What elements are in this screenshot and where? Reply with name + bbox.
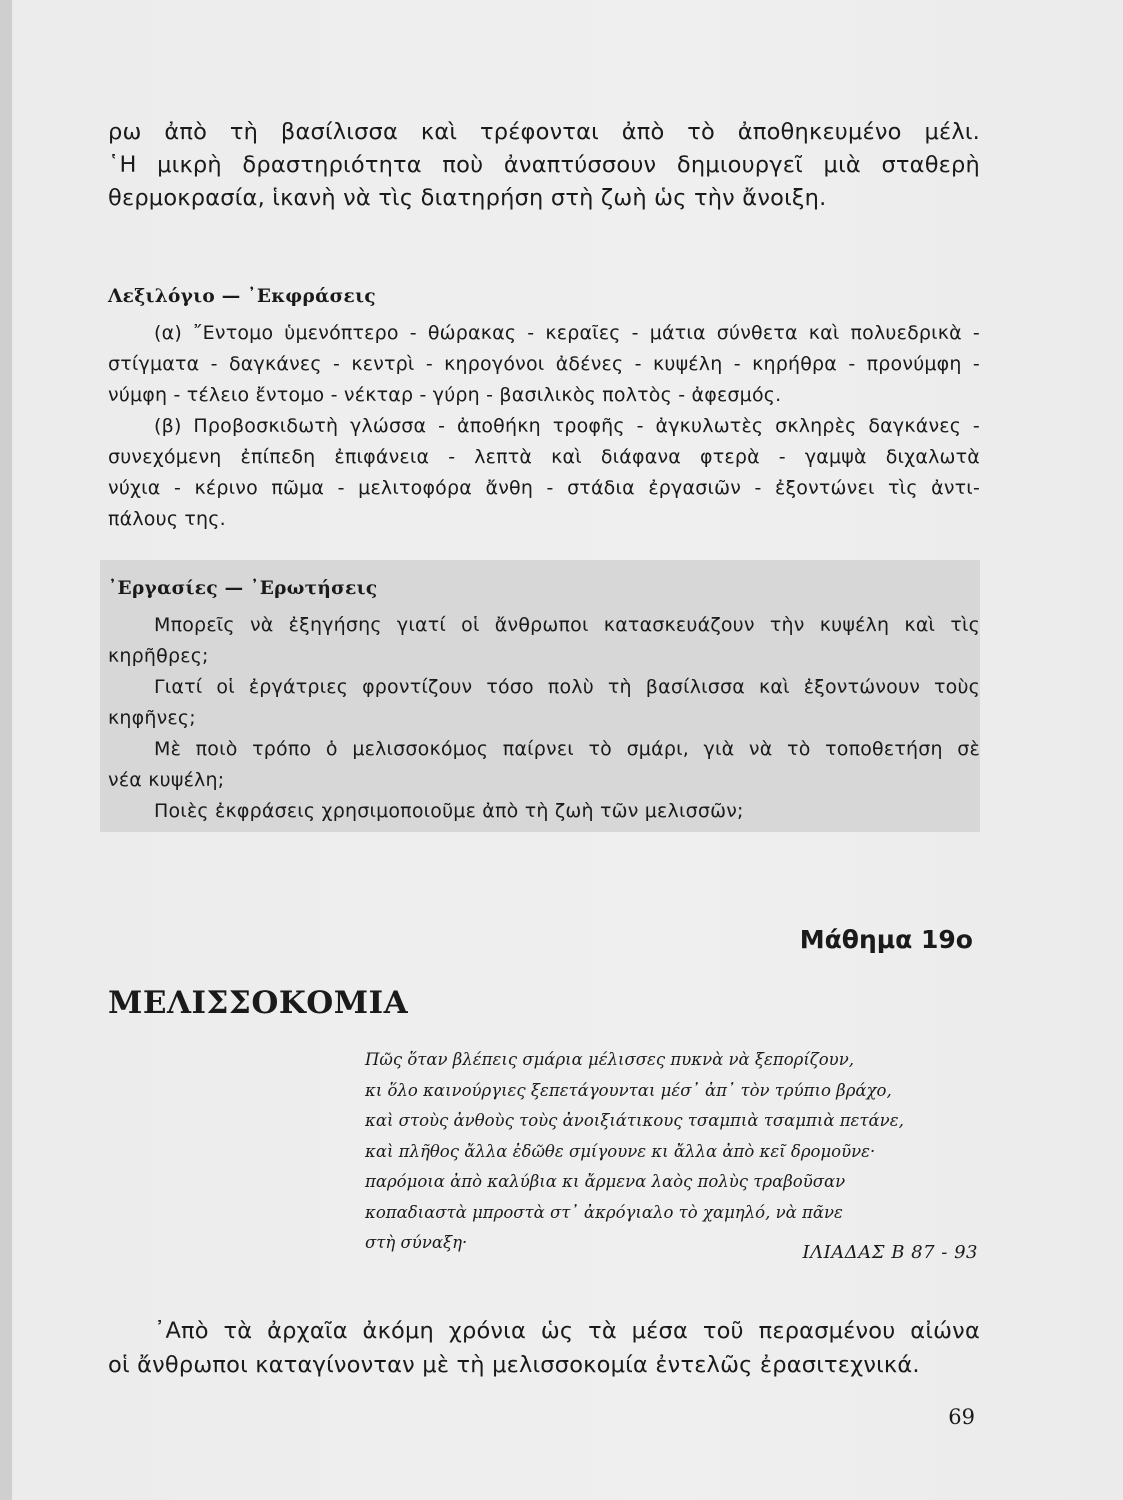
vocab-line: (β) Προβοσκιδωτὴ γλώσσα - ἀποθήκη τροφῆς - ἀγκυλωτὲς σκληρὲς δαγκάνες - (154, 415, 980, 437)
vocab-line: στίγματα - δαγκάνες - κεντρὶ - κηρογόνοι ἀδένες - κυψέλη - κηρήθρα - προνύμφη - (108, 353, 980, 375)
poem-line: καὶ στοὺς ἀνθοὺς τοὺς ἀνοιξιάτικους τσαμπιὰ τσαμπιὰ πετάνε, (365, 1111, 904, 1130)
poem-line: στὴ σύναξη· (365, 1233, 468, 1252)
vocab-section (108, 318, 980, 535)
vocab-line: (α) ῎Εντομο ὑμενόπτερο - θώρακας - κεραῖες - μάτια σύνθετα καὶ πολυεδρικὰ - (154, 322, 980, 344)
question-line: Μπορεῖς νὰ ἐξηγήσης γιατί οἱ ἄνθρωποι κατασκευάζουν τὴν κυψέλη καὶ τὶς (154, 614, 980, 636)
poem-line: κι ὅλο καινούργιες ξεπετάγουνται μέσ᾿ ἀπ᾿ τὸν τρύπιο βράχο, (365, 1080, 892, 1100)
poem-line: καὶ πλῆθος ἄλλα ἐδῶθε σμίγουνε κι ἄλλα ἀπὸ κεῖ δρομοῦνε· (365, 1141, 876, 1161)
question-line: κηφῆνες; (108, 707, 196, 729)
page-title: ΜΕΛΙΣΣΟΚΟΜΙΑ (108, 985, 409, 1021)
vocab-heading: Λεξιλόγιο — ᾿Εκφράσεις (108, 286, 376, 307)
text-line: ᾿Απὸ τὰ ἀρχαῖα ἀκόμη χρόνια ὡς τὰ μέσα τοῦ περασμένου αἰώνα (154, 1318, 980, 1344)
poem-line: Πῶς ὅταν βλέπεις σμάρια μέλισσες πυκνὰ νὰ ξεπορίζουν, (365, 1050, 854, 1069)
text-line: ρω ἀπὸ τὴ βασίλισσα καὶ τρέφονται ἀπὸ τὸ ἀποθηκευμένο μέλι. (108, 119, 980, 145)
exercises-section (108, 610, 980, 827)
vocab-line: συνεχόμενη ἐπίπεδη ἐπιφάνεια - λεπτὰ καὶ διάφανα φτερὰ - γαμψὰ διχαλωτὰ (108, 446, 980, 468)
intro-paragraph (108, 116, 980, 215)
question-line: Μὲ ποιὸ τρόπο ὁ μελισσοκόμος παίρνει τὸ σμάρι, γιὰ νὰ τὸ τοποθετήση σὲ (154, 738, 980, 760)
exercises-heading: ᾿Εργασίες — ᾿Ερωτήσεις (108, 578, 378, 599)
text-line: ῾Η μικρὴ δραστηριότητα ποὺ ἀναπτύσσουν δημιουργεῖ μιὰ σταθερὴ (108, 152, 980, 178)
vocab-line: πάλους της. (108, 508, 226, 530)
question-line: Γιατί οἱ ἐργάτριες φροντίζουν τόσο πολὺ τὴ βασίλισσα καὶ ἐξοντώνουν τοὺς (154, 676, 980, 698)
poem-quote (365, 1045, 965, 1259)
page-number: 69 (948, 1405, 975, 1429)
question-line: κηρῆθρες; (108, 645, 209, 667)
vocab-line: νύμφη - τέλειο ἔντομο - νέκταρ - γύρη - βασιλικὸς πολτὸς - ἀφεσμός. (108, 384, 782, 406)
question-line: Ποιὲς ἐκφράσεις χρησιμοποιοῦμε ἀπὸ τὴ ζωὴ τῶν μελισσῶν; (154, 800, 744, 822)
question-line: νέα κυψέλη; (108, 769, 225, 791)
text-line: οἱ ἄνθρωποι καταγίνονταν μὲ τὴ μελισσοκομία ἐντελῶς ἐρασιτεχνικά. (108, 1352, 920, 1378)
vocab-line: νύχια - κέρινο πῶμα - μελιτοφόρα ἄνθη - στάδια ἐργασιῶν - ἐξοντώνει τὶς ἀντι- (108, 477, 980, 499)
text-line: θερμοκρασία, ἱκανὴ νὰ τὶς διατηρήση στὴ ζωὴ ὡς τὴν ἄνοιξη. (108, 185, 827, 211)
closing-paragraph (108, 1314, 980, 1382)
page-gutter (0, 0, 12, 1500)
poem-line: κοπαδιαστὰ μπροστὰ στ᾿ ἀκρόγιαλο τὸ χαμηλό, νὰ πᾶνε (365, 1202, 843, 1222)
poem-source: ΙΛΙΑΔΑΣ Β 87 - 93 (802, 1242, 978, 1263)
lesson-label: Μάθημα 19ο (799, 925, 973, 954)
poem-line: παρόμοια ἀπὸ καλύβια κι ἄρμενα λαὸς πολὺς τραβοῦσαν (365, 1172, 846, 1191)
